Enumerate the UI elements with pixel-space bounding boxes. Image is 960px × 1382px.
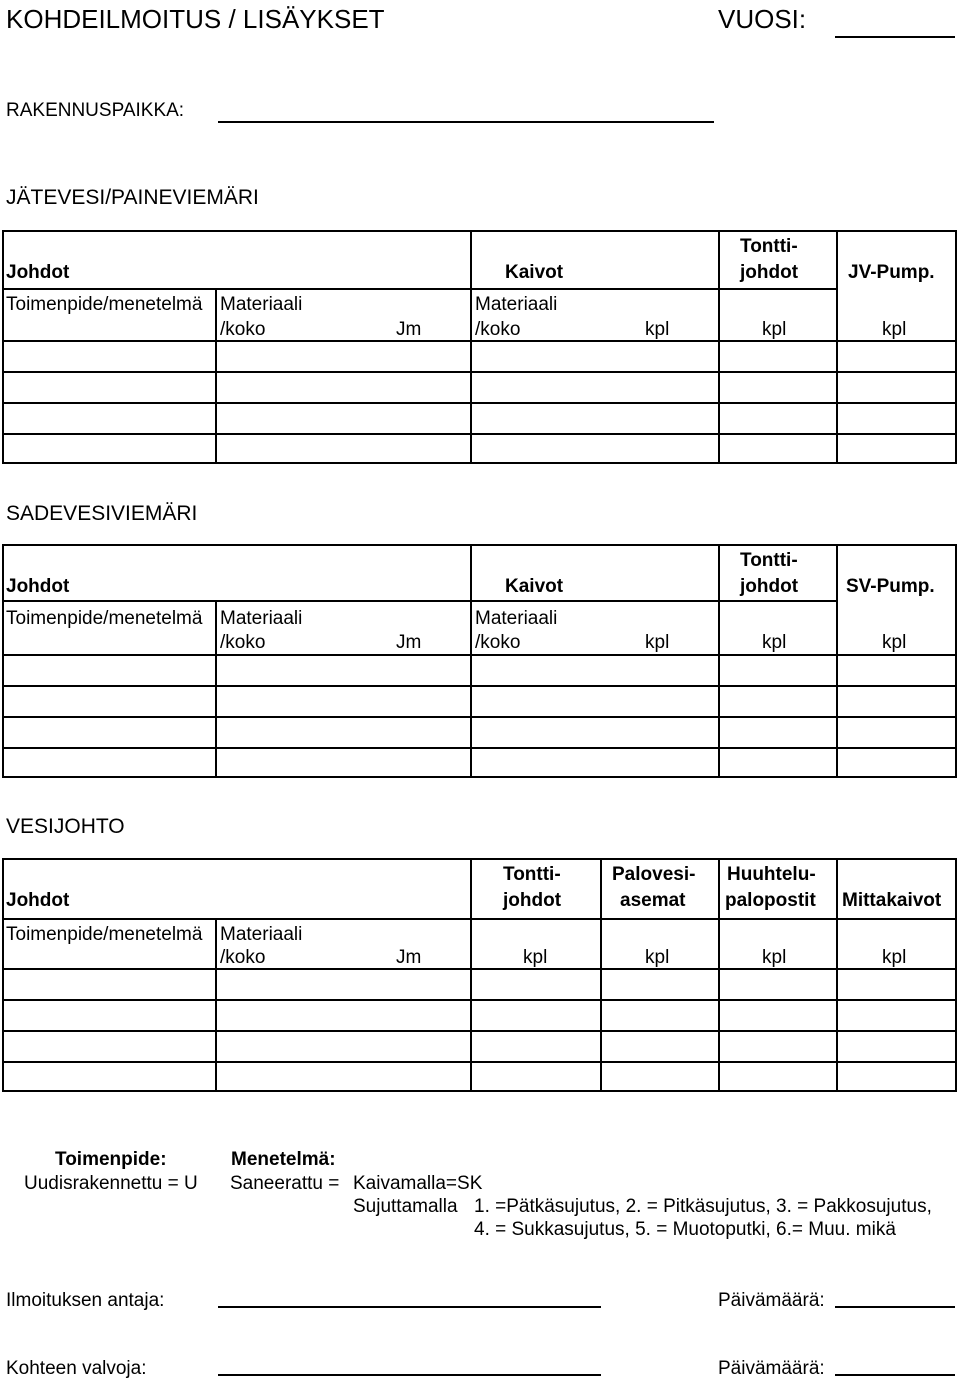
col-huuhtelu-1: Huuhtelu- <box>727 864 816 885</box>
legend-sujuttamalla: Sujuttamalla <box>353 1196 458 1217</box>
year-label: VUOSI: <box>718 4 807 34</box>
legend-saneerattu: Saneerattu = <box>230 1173 340 1194</box>
col-kpl-palo: kpl <box>645 947 670 968</box>
legend-sujutus-line-2: 4. = Sukkasujutus, 5. = Muotoputki, 6.= Muu. mikä <box>474 1219 896 1240</box>
col-palo-2: asemat <box>620 890 686 911</box>
col-kpl-kaivot: kpl <box>645 319 670 340</box>
section-title-jatevesi: JÄTEVESI/PAINEVIEMÄRI <box>6 186 259 209</box>
col-toimenpide: Toimenpide/menetelmä <box>6 294 203 315</box>
col-kpl-tontti: kpl <box>523 947 548 968</box>
col-toimenpide: Toimenpide/menetelmä <box>6 924 203 945</box>
col-materiaali-kaivot: Materiaali <box>475 608 558 629</box>
legend-toimenpide-head: Toimenpide: <box>55 1149 167 1170</box>
label-paivamaara-1: Päivämäärä: <box>718 1290 825 1311</box>
col-tontti-2: johdot <box>740 262 799 283</box>
col-tontti-1: Tontti- <box>503 864 561 885</box>
col-jm: Jm <box>396 319 422 340</box>
col-kaivot: Kaivot <box>505 576 564 597</box>
col-tontti-1: Tontti- <box>740 236 798 257</box>
legend-sujutus-line-1: 1. =Pätkäsujutus, 2. = Pitkäsujutus, 3. = Pakkosujutus, <box>474 1196 932 1217</box>
col-huuhtelu-2: palopostit <box>725 890 816 911</box>
col-mittakaivot: Mittakaivot <box>842 890 942 911</box>
col-pump: SV-Pump. <box>846 576 935 597</box>
legend-menetelma-head: Menetelmä: <box>231 1149 336 1170</box>
col-johdot: Johdot <box>6 576 70 597</box>
legend-uudis: Uudisrakennettu = U <box>24 1173 198 1194</box>
col-johdot: Johdot <box>6 890 70 911</box>
label-paivamaara-2: Päivämäärä: <box>718 1358 825 1379</box>
col-tontti-2: johdot <box>740 576 799 597</box>
col-koko-kaivot: /koko <box>475 319 521 340</box>
site-label: RAKENNUSPAIKKA: <box>6 100 185 121</box>
col-johdot: Johdot <box>6 262 70 283</box>
col-kpl-pump: kpl <box>882 319 907 340</box>
col-materiaali: Materiaali <box>220 294 303 315</box>
col-toimenpide: Toimenpide/menetelmä <box>6 608 203 629</box>
col-kaivot: Kaivot <box>505 262 564 283</box>
year-field[interactable] <box>835 36 955 38</box>
col-kpl-tontti: kpl <box>762 319 787 340</box>
col-kpl-pump: kpl <box>882 632 907 653</box>
col-jm: Jm <box>396 632 422 653</box>
col-kpl-tontti: kpl <box>762 632 787 653</box>
col-kpl-huuhtelu: kpl <box>762 947 787 968</box>
label-kohteen-valvoja: Kohteen valvoja: <box>6 1358 147 1379</box>
field-kohteen-valvoja[interactable] <box>218 1374 601 1376</box>
page-title: KOHDEILMOITUS / LISÄYKSET <box>6 4 385 34</box>
field-ilmoituksen-antaja[interactable] <box>218 1306 601 1308</box>
legend-kaivamalla: Kaivamalla=SK <box>353 1173 483 1194</box>
col-pump: JV-Pump. <box>848 262 935 283</box>
col-palo-1: Palovesi- <box>612 864 696 885</box>
col-koko: /koko <box>220 947 266 968</box>
col-materiaali: Materiaali <box>220 924 303 945</box>
col-tontti-1: Tontti- <box>740 550 798 571</box>
col-kpl-kaivot: kpl <box>645 632 670 653</box>
col-jm: Jm <box>396 947 422 968</box>
label-ilmoituksen-antaja: Ilmoituksen antaja: <box>6 1290 165 1311</box>
col-materiaali-kaivot: Materiaali <box>475 294 558 315</box>
col-tontti-2: johdot <box>503 890 562 911</box>
field-paivamaara-1[interactable] <box>835 1306 955 1308</box>
site-field[interactable] <box>218 121 714 123</box>
col-materiaali: Materiaali <box>220 608 303 629</box>
col-kpl-mitta: kpl <box>882 947 907 968</box>
col-koko: /koko <box>220 319 266 340</box>
field-paivamaara-2[interactable] <box>835 1374 955 1376</box>
section-title-vesijohto: VESIJOHTO <box>6 815 125 838</box>
col-koko: /koko <box>220 632 266 653</box>
section-title-sadevesi: SADEVESIVIEMÄRI <box>6 502 198 525</box>
col-koko-kaivot: /koko <box>475 632 521 653</box>
